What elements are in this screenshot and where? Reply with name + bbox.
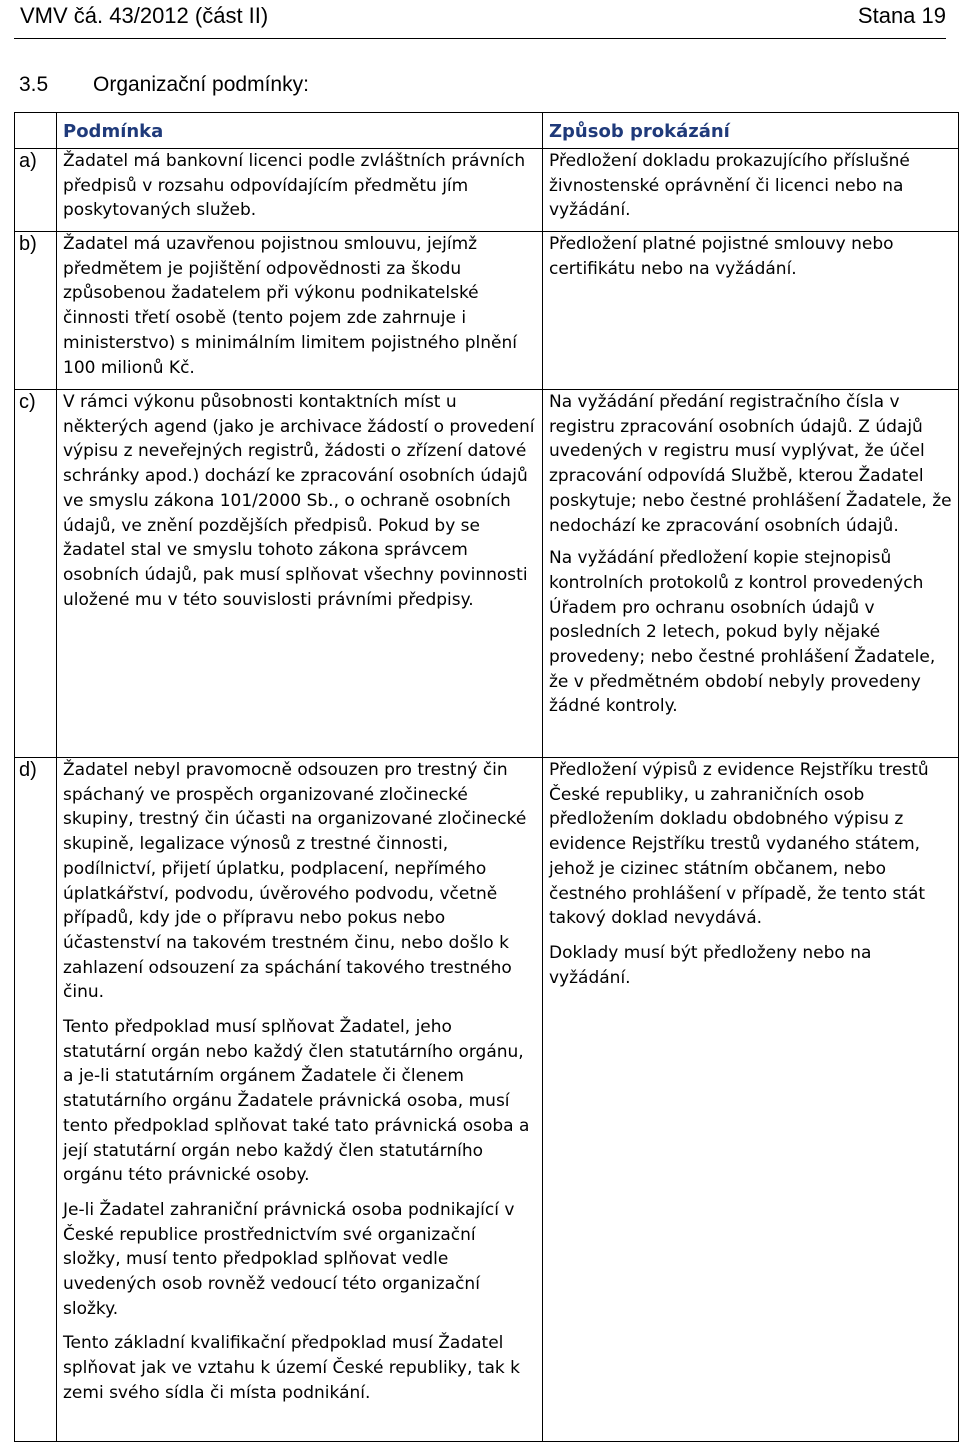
proof-text: Na vyžádání předání registračního čísla v registru zpracování osobních údajů. Z údajů uvedených v registru musí vyplývat, že účel zpracování odpovídá Službě, kterou Žadatel poskytuje; nebo čestné prohlášení Žadatele, že nedochází ke zpracování osobních údajů.: [549, 392, 952, 536]
condition-cell: [57, 390, 543, 758]
proof-cell: [543, 758, 959, 1442]
table-row: [15, 390, 959, 758]
table-header-row: [15, 113, 959, 149]
section-heading: [19, 72, 309, 98]
proof-text: Předložení platné pojistné smlouvy nebo certifikátu nebo na vyžádání.: [549, 234, 894, 279]
condition-cell: [57, 758, 543, 1442]
section-title: Organizační podmínky:: [93, 73, 309, 96]
header-empty-cell: [15, 113, 57, 149]
column-header-condition: Podmínka: [57, 113, 543, 149]
condition-cell: [57, 232, 543, 390]
condition-text: Žadatel nebyl pravomocně odsouzen pro trestný čin spáchaný ve prospěch organizované zločinecké skupiny, trestný čin účasti na organizované zločinecké skupině, legalizace výnosů z trestné činnosti, podílnictví, přijetí úplatku, podplacení, nepřímého úplatkářství, podvodu, úvěrového podvodu, včetně případů, kdy jde o přípravu nebo pokus nebo účastenství na takovém trestném činu, nebo došlo k zahlazení odsouzení za spáchání takového trestného činu.: [63, 760, 527, 1003]
row-label: c): [15, 390, 57, 758]
table-row: [15, 758, 959, 1442]
proof-text: Na vyžádání předložení kopie stejnopisů kontrolních protokolů z kontrol provedených Úřadem pro ochranu osobních údajů v posledních 2 letech, pokud byly nějaké provedeny; nebo čestné prohlášení Žadatele, že v předmětném období nebyly provedeny žádné kontroly.: [549, 548, 936, 717]
row-label: b): [15, 232, 57, 390]
condition-text: Žadatel má bankovní licenci podle zvláštních právních předpisů v rozsahu odpovídajícím předmětu jím poskytovaných služeb.: [63, 151, 526, 221]
proof-cell: [543, 232, 959, 390]
row-label: a): [15, 149, 57, 232]
column-header-proof: Způsob prokázání: [543, 113, 959, 149]
page-header: [14, 0, 946, 39]
condition-cell: [57, 149, 543, 232]
section-number: 3.5: [19, 73, 49, 96]
condition-text: Žadatel má uzavřenou pojistnou smlouvu, jejímž předmětem je pojištění odpovědnosti za škodu způsobenou žadatelem při výkonu podnikatelské činnosti třetí osobě (tento pojem zde zahrnuje i ministerstvo) s minimálním limitem pojistného plnění 100 milionů Kč.: [63, 234, 518, 378]
proof-cell: [543, 390, 959, 758]
row-label: d): [15, 758, 57, 1442]
conditions-table: [14, 112, 959, 1442]
condition-text: Tento základní kvalifikační předpoklad musí Žadatel splňovat jak ve vztahu k území České republiky, tak k zemi svého sídla či místa podnikání.: [63, 1333, 520, 1403]
proof-cell: [543, 149, 959, 232]
table-row: [15, 232, 959, 390]
page-number: Stana 19: [857, 3, 946, 28]
table-row: [15, 149, 959, 232]
proof-text: Předložení dokladu prokazujícího příslušné živnostenské oprávnění či licenci nebo na vyžádání.: [549, 151, 910, 221]
condition-text: Tento předpoklad musí splňovat Žadatel, jeho statutární orgán nebo každý člen statutárního orgánu, a je-li statutárním orgánem Žadatele či členem statutárního orgánu Žadatele právnická osoba, musí tento předpoklad splňovat také tato právnická osoba a její statutární orgán nebo každý člen statutárního orgánu této právnické osoby.: [63, 1017, 530, 1186]
condition-text: Je-li Žadatel zahraniční právnická osoba podnikající v České republice prostřednictvím své organizační složky, musí tento předpoklad splňovat vedle uvedených osob rovněž vedoucí této organizační složky.: [63, 1199, 515, 1319]
journal-reference: VMV čá. 43/2012 (část II): [20, 3, 269, 28]
condition-text: V rámci výkonu působnosti kontaktních míst u některých agend (jako je archivace žádostí o provedení výpisu z neveřejných registrů, žádosti o zřízení datové schránky apod.) dochází ke zpracování osobních údajů ve smyslu zákona 101/2000 Sb., o ochraně osobních údajů, ve znění pozdějších předpisů. Pokud by se žadatel stal ve smyslu tohoto zákona správcem osobních údajů, pak musí splňovat všechny povinnosti uložené mu v této souvislosti právními předpisy.: [63, 392, 535, 610]
proof-text: Předložení výpisů z evidence Rejstříku trestů České republiky, u zahraničních osob předložením dokladu obdobného výpisu z evidence Rejstříku trestů vydaného státem, jehož je cizinec státním občanem, nebo čestného prohlášení v případě, že tento stát takový doklad nevydává.: [549, 760, 929, 929]
proof-text: Doklady musí být předloženy nebo na vyžádání.: [549, 942, 872, 988]
